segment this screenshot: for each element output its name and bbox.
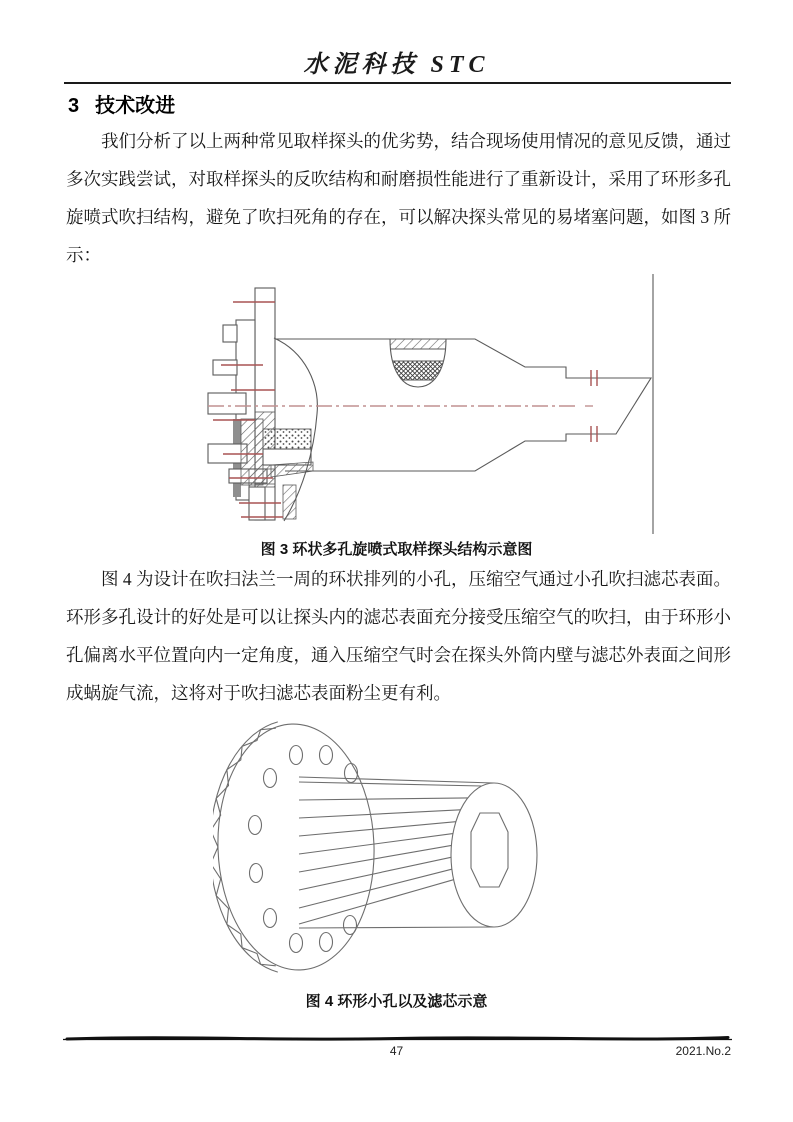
section-heading: [68, 89, 175, 118]
wear-insert-dome: [388, 339, 448, 387]
section-title: 技术改进: [95, 95, 176, 117]
paragraph-2: 图 4 为设计在吹扫法兰一周的环状排列的小孔，压缩空气通过小孔吹扫滤芯表面。环形多孔设计的好处是可以让探头内的滤芯表面充分接受压缩空气的吹扫，由于环形小孔偏离水平位置向内一定角度，通入压缩空气时会在探头外筒内壁与滤芯外表面之间形成蜗旋气流，这将对于吹扫滤芯表面粉尘更有利。: [66, 569, 731, 703]
ring-of-blow-holes: [249, 746, 358, 953]
section-number: 3: [68, 95, 80, 117]
center-hole-octagon: [471, 813, 508, 887]
footer-rule: [63, 1034, 732, 1044]
flange-rim-facets: [213, 728, 276, 966]
figure3-caption: 图 3 环状多孔旋喷式取样探头结构示意图: [260, 541, 533, 558]
figure4-flange-filter-drawing: [213, 712, 595, 988]
journal-title: 水泥科技 STC: [303, 52, 490, 78]
figure4-caption: 图 4 环形小孔以及滤芯示意: [305, 993, 488, 1010]
mounting-flange-assembly: [208, 288, 317, 521]
bolt: [223, 325, 237, 342]
flange-rim-arc: [213, 722, 278, 972]
page-number: 47: [389, 1044, 404, 1058]
paragraph-1: 我们分析了以上两种常见取样探头的优劣势，结合现场使用情况的意见反馈，通过多次实践尝试，对取样探头的反吹结构和耐磨损性能进行了重新设计，采用了环形多孔旋喷式吹扫结构，避免了吹扫死角的存在，可以解决探头常见的易堵塞问题，如图 3 所示：: [66, 131, 731, 265]
spiral-pleats: [299, 782, 482, 924]
header-rule: [64, 82, 731, 84]
figure3-probe-cross-section-drawing: [183, 272, 663, 538]
probe-body-outline: [275, 339, 651, 471]
issue-number: 2021.No.2: [675, 1044, 731, 1058]
filter-cartridge: [299, 777, 537, 928]
bolt: [213, 360, 237, 375]
bolt: [208, 393, 246, 414]
